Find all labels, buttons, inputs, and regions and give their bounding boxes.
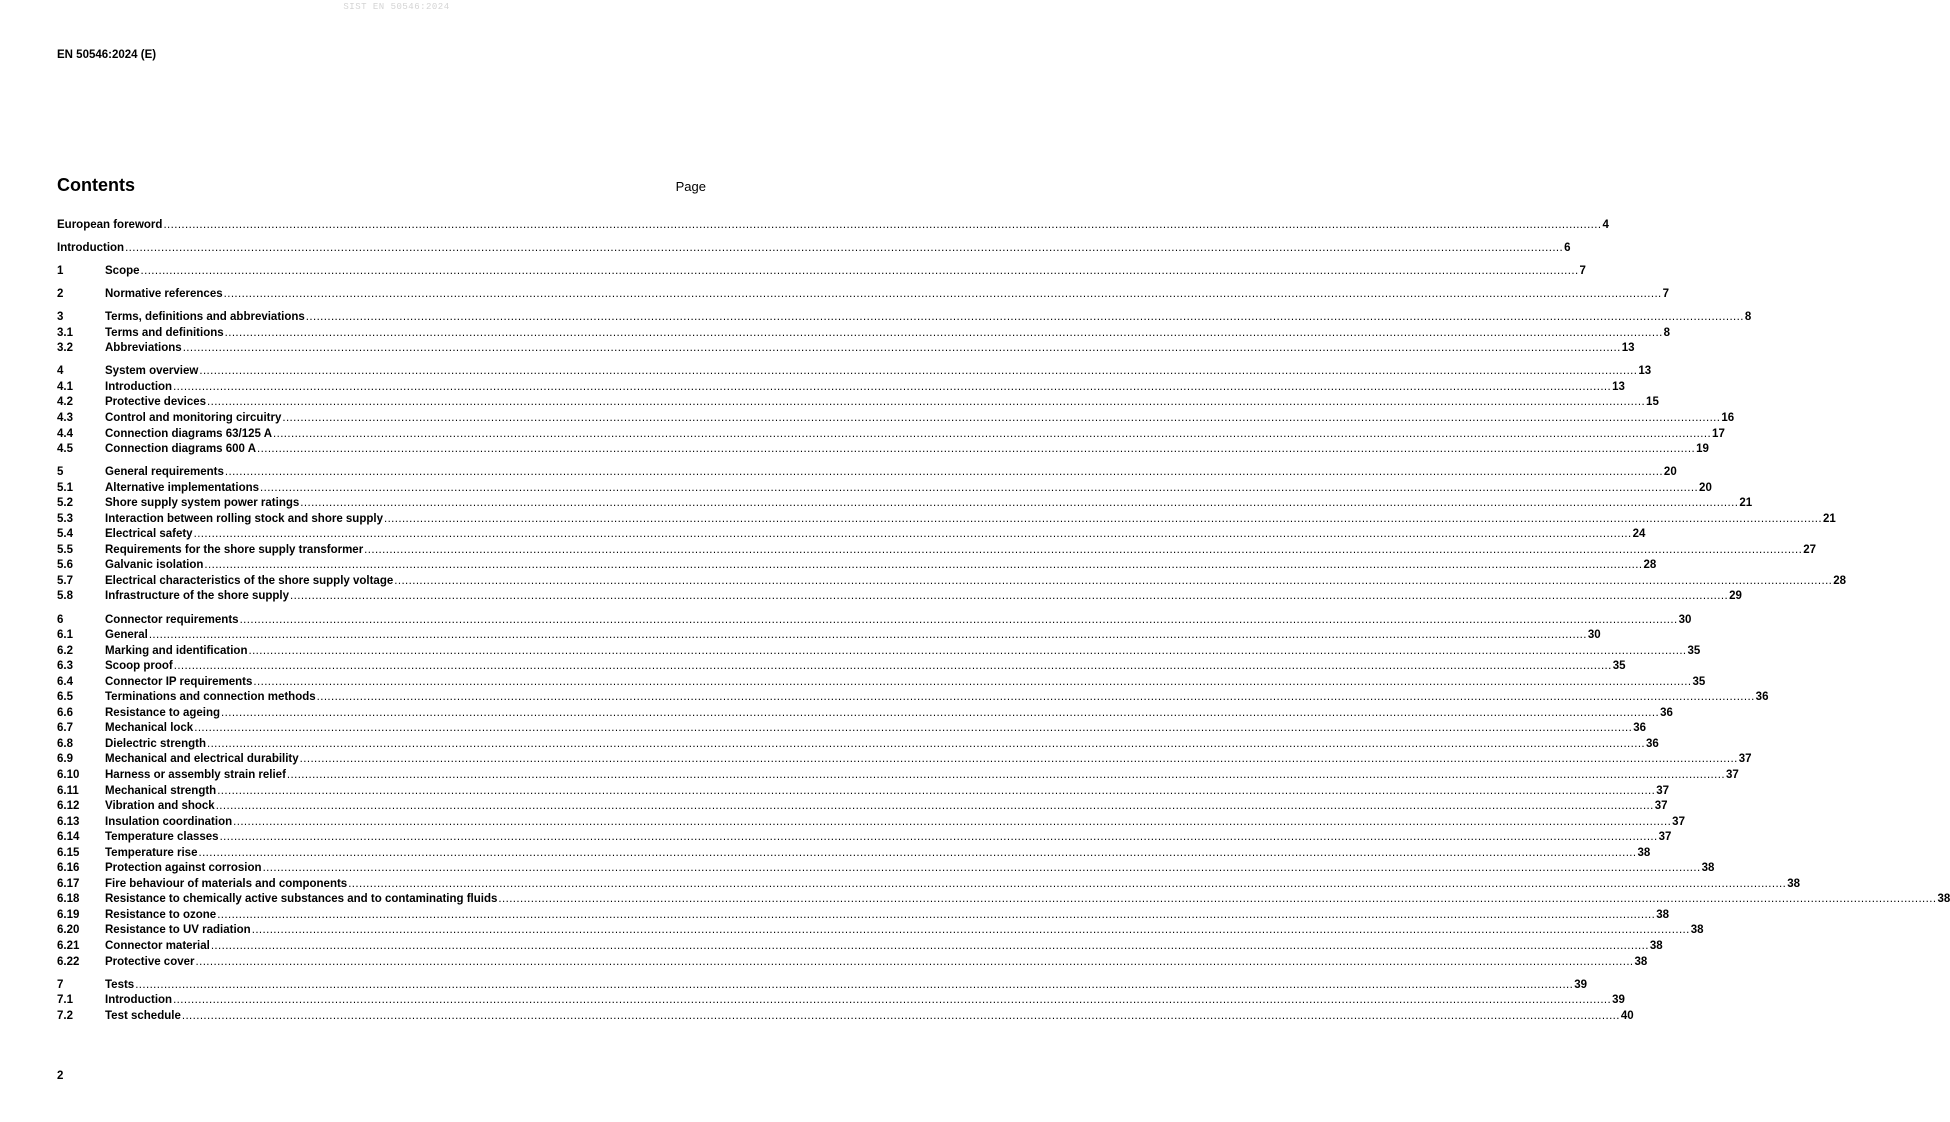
toc-entry[interactable] [57,411,1735,427]
toc-entry-title: Test schedule [105,1009,181,1022]
toc-entry[interactable] [57,993,1625,1009]
toc-entry[interactable] [57,939,1663,955]
toc-entry[interactable] [57,690,1769,706]
toc-entry[interactable] [57,861,1715,877]
toc-entry-page: 30 [1587,629,1601,642]
toc-entry-title: Introduction [105,994,173,1007]
toc-entry-page: 38 [1937,893,1950,906]
toc-entry-page: 38 [1690,924,1704,937]
toc-entry[interactable] [57,644,1701,660]
toc-entry[interactable] [57,892,1950,908]
toc-entry-title: Tests [105,978,135,991]
toc-leader-dots: ................................................................................................................................................................................................................................................................................................................................................................................................................ [204,559,1643,572]
toc-entry-title: Vibration and shock [105,800,215,813]
toc-entry[interactable] [57,768,1739,784]
toc-entry[interactable] [57,341,1635,357]
toc-entry-number: 6.8 [57,737,73,750]
toc-entry[interactable] [57,659,1626,675]
toc-leader-dots: ................................................................................................................................................................................................................................................................................................................................................................................................................ [163,219,1602,231]
toc-entry-number: 5.1 [57,481,73,494]
toc-entry-title: Terms, definitions and abbreviations [105,311,305,324]
toc-entry[interactable] [57,496,1753,512]
toc-entry-title: Resistance to ageing [105,706,221,719]
page-column-label: Page [675,179,706,194]
toc-entry-page: 13 [1612,380,1625,393]
toc-leader-dots: ................................................................................................................................................................................................................................................................................................................................................................................................................ [206,737,1646,750]
toc-entry-page: 30 [1678,613,1692,626]
toc-entry-page: 36 [1660,706,1673,719]
toc-entry-title: Connector requirements [105,613,239,626]
toc-entry[interactable] [57,380,1625,396]
toc-entry[interactable] [57,481,1712,497]
toc-leader-dots: ................................................................................................................................................................................................................................................................................................................................................................................................................ [215,800,1654,813]
toc-leader-dots: ................................................................................................................................................................................................................................................................................................................................................................................................................ [290,590,1729,603]
toc-entry-number: 4.1 [57,380,73,393]
toc-entry-number: 5 [57,466,64,479]
toc-entry-number: 3.1 [57,326,73,339]
toc-entry-title: Dielectric strength [105,737,206,750]
toc-leader-dots: ................................................................................................................................................................................................................................................................................................................................................................................................................ [181,1009,1620,1022]
toc-leader-dots: ................................................................................................................................................................................................................................................................................................................................................................................................................ [135,978,1574,991]
toc-entry-number: 6.10 [57,769,80,781]
toc-entry-title: European foreword [57,219,163,231]
toc-leader-dots: ................................................................................................................................................................................................................................................................................................................................................................................................................ [286,769,1725,781]
toc-entry-title: Connection diagrams 600 A [105,443,257,456]
toc-entry[interactable] [57,512,1836,528]
toc-entry-page: 36 [1633,722,1647,735]
toc-leader-dots: ................................................................................................................................................................................................................................................................................................................................................................................................................ [219,831,1658,844]
toc-leader-dots: ................................................................................................................................................................................................................................................................................................................................................................................................................ [251,924,1690,937]
toc-entry-title: Galvanic isolation [105,559,204,572]
toc-entry-page: 38 [1649,940,1663,953]
toc-entry[interactable] [57,721,1647,737]
toc-entry-title: Fire behaviour of materials and components [105,877,348,890]
toc-leader-dots: ................................................................................................................................................................................................................................................................................................................................................................................................................ [224,466,1663,479]
toc-entry-number: 6.16 [57,862,80,875]
toc-entry-number: 7 [57,978,64,991]
toc-entry-page: 17 [1712,427,1725,440]
toc-leader-dots: ................................................................................................................................................................................................................................................................................................................................................................................................................ [498,893,1937,906]
toc-entry-number: 5.8 [57,590,73,603]
toc-entry-title: Connector material [105,940,210,953]
toc-entry-number: 3.2 [57,342,73,355]
toc-entry-number: 6.5 [57,691,73,704]
toc-entry-number: 6.21 [57,940,80,953]
toc-entry-title: Introduction [105,380,173,393]
toc-group [57,978,1634,1025]
toc-entry[interactable] [57,442,1709,458]
toc-entry-page: 21 [1739,497,1753,510]
toc-entry-number: 5.5 [57,543,73,556]
toc-entry-number: 4.5 [57,443,73,456]
page-number: 2 [57,1070,64,1082]
toc-entry[interactable] [57,815,1685,831]
toc-leader-dots: ................................................................................................................................................................................................................................................................................................................................................................................................................ [173,380,1612,393]
toc-leader-dots: ................................................................................................................................................................................................................................................................................................................................................................................................................ [282,411,1721,424]
toc-entry-title: Insulation coordination [105,815,233,828]
toc-entry-title: Resistance to UV radiation [105,924,251,937]
toc-entry-number: 6.15 [57,846,80,859]
toc-entry-number: 6.20 [57,924,80,937]
toc-entry-page: 7 [1579,265,1586,278]
toc-entry-page: 35 [1692,675,1706,688]
toc-entry-page: 13 [1621,342,1635,355]
toc-entry-number: 6.11 [57,784,79,797]
toc-entry-page: 38 [1787,877,1801,890]
toc-entry-title: Mechanical lock [105,722,194,735]
toc-leader-dots: ................................................................................................................................................................................................................................................................................................................................................................................................................ [262,862,1701,875]
toc-entry-page: 21 [1823,512,1836,525]
toc-entry-page: 37 [1738,753,1752,766]
toc-leader-dots: ................................................................................................................................................................................................................................................................................................................................................................................................................ [260,481,1699,494]
toc-leader-dots: ................................................................................................................................................................................................................................................................................................................................................................................................................ [364,543,1803,556]
toc-entry-title: Connection diagrams 63/125 A [105,427,273,440]
toc-entry[interactable] [57,364,1652,380]
toc-entry-number: 6.12 [57,800,80,813]
toc-leader-dots: ................................................................................................................................................................................................................................................................................................................................................................................................................ [305,311,1744,324]
toc-entry-number: 6.18 [57,893,80,906]
toc-entry[interactable] [57,574,1847,590]
toc-group [57,241,1571,257]
toc-leader-dots: ................................................................................................................................................................................................................................................................................................................................................................................................................ [316,691,1755,704]
toc-group [57,364,1735,457]
toc-entry[interactable] [57,846,1651,862]
toc-entry[interactable] [57,737,1659,753]
toc-entry-page: 20 [1663,466,1677,479]
toc-entry-number: 6.6 [57,706,73,719]
toc-leader-dots: ................................................................................................................................................................................................................................................................................................................................................................................................................ [217,784,1656,797]
toc-entry-page: 20 [1699,481,1712,494]
toc-entry[interactable] [57,799,1668,815]
toc-entry-page: 37 [1672,815,1685,828]
page-title: Contents [57,175,135,195]
toc-entry-number: 5.6 [57,559,73,572]
toc-entry-title: Requirements for the shore supply transformer [105,543,364,556]
toc-entry-number: 6.13 [57,815,80,828]
toc-entry-number: 6.19 [57,908,80,921]
toc-entry[interactable] [57,589,1742,605]
toc-entry[interactable] [57,287,1670,303]
toc-leader-dots: ................................................................................................................................................................................................................................................................................................................................................................................................................ [173,994,1612,1007]
toc-entry[interactable] [57,527,1646,543]
toc-entry-page: 19 [1696,443,1709,456]
toc-entry-title: Normative references [105,288,223,301]
toc-entry-title: Abbreviations [105,342,182,355]
toc-entry-title: Resistance to ozone [105,908,217,921]
toc-leader-dots: ................................................................................................................................................................................................................................................................................................................................................................................................................ [217,908,1656,921]
toc-entry-title: System overview [105,365,199,378]
toc-leader-dots: ................................................................................................................................................................................................................................................................................................................................................................................................................ [273,427,1712,440]
toc-entry[interactable] [57,558,1657,574]
toc-leader-dots: ................................................................................................................................................................................................................................................................................................................................................................................................................ [383,512,1822,525]
toc-entry[interactable] [57,877,1801,893]
toc-entry-page: 28 [1643,559,1657,572]
toc-entry-number: 2 [57,288,64,301]
toc-entry-title: Temperature rise [105,846,198,859]
toc-entry-number: 6.17 [57,877,80,890]
toc-leader-dots: ................................................................................................................................................................................................................................................................................................................................................................................................................ [207,396,1646,409]
toc-entry-title: Terminations and connection methods [105,691,316,704]
toc-entry[interactable] [57,628,1601,644]
toc-leader-dots: ................................................................................................................................................................................................................................................................................................................................................................................................................ [233,815,1672,828]
toc-entry-page: 38 [1637,846,1651,859]
toc-leader-dots: ................................................................................................................................................................................................................................................................................................................................................................................................................ [221,706,1660,719]
toc-leader-dots: ................................................................................................................................................................................................................................................................................................................................................................................................................ [300,497,1739,510]
toc-entry-page: 28 [1833,574,1847,587]
toc-entry[interactable] [57,706,1673,722]
toc-entry-title: Mechanical strength [105,784,217,797]
table-of-contents [57,218,1950,1032]
toc-leader-dots: ................................................................................................................................................................................................................................................................................................................................................................................................................ [195,955,1634,968]
toc-entry[interactable] [57,675,1706,691]
toc-entry-page: 36 [1646,737,1659,750]
toc-entry-number: 6.7 [57,722,73,735]
toc-entry-title: General [105,629,148,642]
toc-entry-page: 38 [1701,862,1715,875]
watermark: SIST EN 50546:2024 [343,2,450,12]
toc-entry-page: 27 [1803,543,1816,556]
toc-entry-number: 6 [57,613,64,626]
toc-leader-dots: ................................................................................................................................................................................................................................................................................................................................................................................................................ [125,242,1564,255]
toc-entry[interactable] [57,465,1677,481]
toc-entry-page: 6 [1564,242,1571,255]
toc-entry-title: Mechanical and electrical durability [105,753,299,766]
toc-entry-page: 24 [1632,528,1646,541]
toc-group [57,465,1847,605]
toc-entry-title: Alternative implementations [105,481,260,494]
toc-entry-title: Interaction between rolling stock and shore supply [105,512,383,525]
toc-entry-page: 7 [1662,288,1670,301]
toc-entry-number: 5.3 [57,512,73,525]
toc-entry-number: 4.4 [57,427,73,440]
toc-entry[interactable] [57,395,1659,411]
toc-entry-page: 4 [1602,219,1609,231]
toc-entry-page: 38 [1656,908,1670,921]
toc-entry-page: 35 [1612,660,1626,673]
toc-leader-dots: ................................................................................................................................................................................................................................................................................................................................................................................................................ [257,443,1696,456]
toc-entry[interactable] [57,923,1704,939]
toc-entry-number: 1 [57,265,64,278]
toc-entry-number: 6.9 [57,753,73,766]
toc-group [57,310,1752,357]
toc-entry-page: 37 [1656,784,1670,797]
toc-entry[interactable] [57,978,1588,994]
toc-group [57,218,1609,234]
toc-entry-number: 6.22 [57,955,80,968]
toc-leader-dots: ................................................................................................................................................................................................................................................................................................................................................................................................................ [194,722,1633,735]
toc-leader-dots: ................................................................................................................................................................................................................................................................................................................................................................................................................ [210,940,1649,953]
toc-entry-title: Electrical safety [105,528,193,541]
toc-entry[interactable] [57,784,1670,800]
toc-entry-title: Introduction [57,242,125,255]
toc-entry-page: 37 [1658,831,1672,844]
toc-entry-page: 35 [1687,644,1701,657]
toc-entry[interactable] [57,613,1692,629]
toc-leader-dots: ................................................................................................................................................................................................................................................................................................................................................................................................................ [239,613,1678,626]
toc-leader-dots: ................................................................................................................................................................................................................................................................................................................................................................................................................ [224,326,1663,339]
toc-leader-dots: ................................................................................................................................................................................................................................................................................................................................................................................................................ [299,753,1738,766]
toc-entry-page: 37 [1654,800,1668,813]
toc-entry[interactable] [57,955,1648,971]
toc-entry-page: 8 [1744,311,1752,324]
toc-entry-title: Connector IP requirements [105,675,253,688]
toc-entry-number: 5.7 [57,574,73,587]
toc-entry-page: 37 [1725,769,1739,781]
toc-entry-title: General requirements [105,466,224,479]
toc-entry-number: 4.2 [57,396,73,409]
toc-entry-page: 39 [1612,994,1625,1007]
toc-entry[interactable] [57,218,1609,234]
toc-entry-page: 8 [1663,326,1671,339]
toc-entry[interactable] [57,908,1670,924]
toc-entry-title: Harness or assembly strain relief [105,769,286,781]
toc-entry[interactable] [57,830,1672,846]
toc-entry-number: 5.2 [57,497,73,510]
toc-entry[interactable] [57,241,1571,257]
toc-entry-number: 6.14 [57,831,80,844]
toc-entry-number: 7.1 [57,994,73,1007]
toc-leader-dots: ................................................................................................................................................................................................................................................................................................................................................................................................................ [223,288,1662,301]
toc-group [57,264,1586,280]
toc-entry-number: 4.3 [57,411,73,424]
toc-entry-page: 36 [1755,691,1769,704]
toc-entry-number: 3 [57,311,64,324]
toc-entry-number: 6.2 [57,644,73,657]
toc-group [57,287,1670,303]
toc-entry-page: 29 [1729,590,1742,603]
toc-leader-dots: ................................................................................................................................................................................................................................................................................................................................................................................................................ [198,846,1637,859]
toc-entry-title: Infrastructure of the shore supply [105,590,290,603]
toc-entry-title: Scoop proof [105,660,173,673]
toc-entry[interactable] [57,264,1586,280]
toc-leader-dots: ................................................................................................................................................................................................................................................................................................................................................................................................................ [253,675,1692,688]
toc-entry-number: 5.4 [57,528,73,541]
toc-entry[interactable] [57,427,1725,443]
toc-leader-dots: ................................................................................................................................................................................................................................................................................................................................................................................................................ [199,365,1638,378]
toc-entry-page: 16 [1721,411,1735,424]
toc-entry-page: 40 [1620,1009,1634,1022]
toc-entry[interactable] [57,752,1752,768]
toc-entry-title: Marking and identification [105,644,248,657]
toc-entry[interactable] [57,1009,1634,1025]
toc-leader-dots: ................................................................................................................................................................................................................................................................................................................................................................................................................ [348,877,1787,890]
toc-group [57,613,1950,971]
toc-leader-dots: ................................................................................................................................................................................................................................................................................................................................................................................................................ [148,629,1587,642]
toc-entry-page: 39 [1574,978,1588,991]
toc-entry-page: 15 [1646,396,1659,409]
toc-leader-dots: ................................................................................................................................................................................................................................................................................................................................................................................................................ [140,265,1579,278]
toc-entry-title: Shore supply system power ratings [105,497,300,510]
toc-entry-number: 6.4 [57,675,73,688]
toc-entry-title: Scope [105,265,140,278]
toc-entry-page: 13 [1638,365,1652,378]
toc-entry-number: 7.2 [57,1009,73,1022]
toc-entry[interactable] [57,543,1816,559]
toc-leader-dots: ................................................................................................................................................................................................................................................................................................................................................................................................................ [248,644,1687,657]
toc-leader-dots: ................................................................................................................................................................................................................................................................................................................................................................................................................ [182,342,1621,355]
toc-entry[interactable] [57,326,1671,342]
toc-entry-title: Protective cover [105,955,195,968]
toc-entry[interactable] [57,310,1752,326]
toc-entry-page: 38 [1634,955,1648,968]
document-id: EN 50546:2024 (E) [57,49,157,61]
toc-entry-number: 6.3 [57,660,73,673]
toc-entry-title: Control and monitoring circuitry [105,411,282,424]
toc-entry-title: Protective devices [105,396,207,409]
toc-entry-number: 4 [57,365,64,378]
toc-entry-number: 6.1 [57,629,73,642]
toc-leader-dots: ................................................................................................................................................................................................................................................................................................................................................................................................................ [394,574,1833,587]
toc-leader-dots: ................................................................................................................................................................................................................................................................................................................................................................................................................ [173,660,1612,673]
toc-entry-title: Temperature classes [105,831,219,844]
toc-entry-title: Terms and definitions [105,326,224,339]
toc-leader-dots: ................................................................................................................................................................................................................................................................................................................................................................................................................ [193,528,1632,541]
toc-entry-title: Electrical characteristics of the shore supply voltage [105,574,394,587]
toc-entry-title: Protection against corrosion [105,862,262,875]
toc-entry-title: Resistance to chemically active substances and to contaminating fluids [105,893,498,906]
